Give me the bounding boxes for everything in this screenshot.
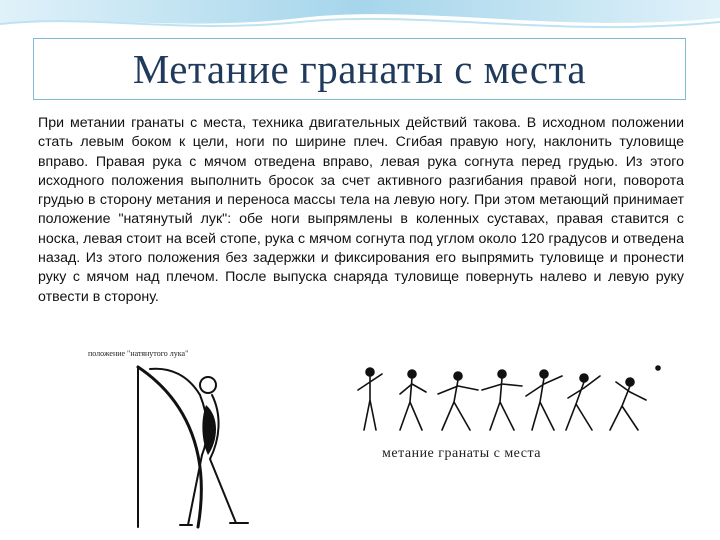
slide-title: Метание гранаты с места	[132, 46, 587, 92]
title-frame	[33, 38, 686, 100]
body-paragraph: При метании гранаты с места, техника двигательных действий такова. В исходном положении стать левым боком к цели, ноги по ширине плеч. Сгибая правую ногу, наклонить туловище вправо. Правая рука с мячом отведена вправо, левая рука согнута перед грудью. Из этого исходного положения выполнить бросок за счет активного разгибания правой ноги, поворота грудью в сторону метания и переноса массы тела на левую ногу. При этом метающий принимает положение "натянутый лук": обе ноги выпрямлены в коленных суставах, правая ставится с носка, левая стоит на всей стопе, рука с мячом согнута под углом около 120 градусов и отведена назад. Из этого положения без задержки и фиксирования его выпрямить туловище и пронести руку с мячом над плечом. После выпуска снаряда туловище повернуть налево и левую руку отвести в сторону.	[38, 115, 684, 305]
figure-left-caption: положение "натянутого лука"	[88, 349, 189, 358]
bow-position-figure	[80, 355, 280, 530]
throw-sequence-figure	[340, 360, 690, 440]
figure-right-caption: метание гранаты с места	[382, 446, 541, 461]
